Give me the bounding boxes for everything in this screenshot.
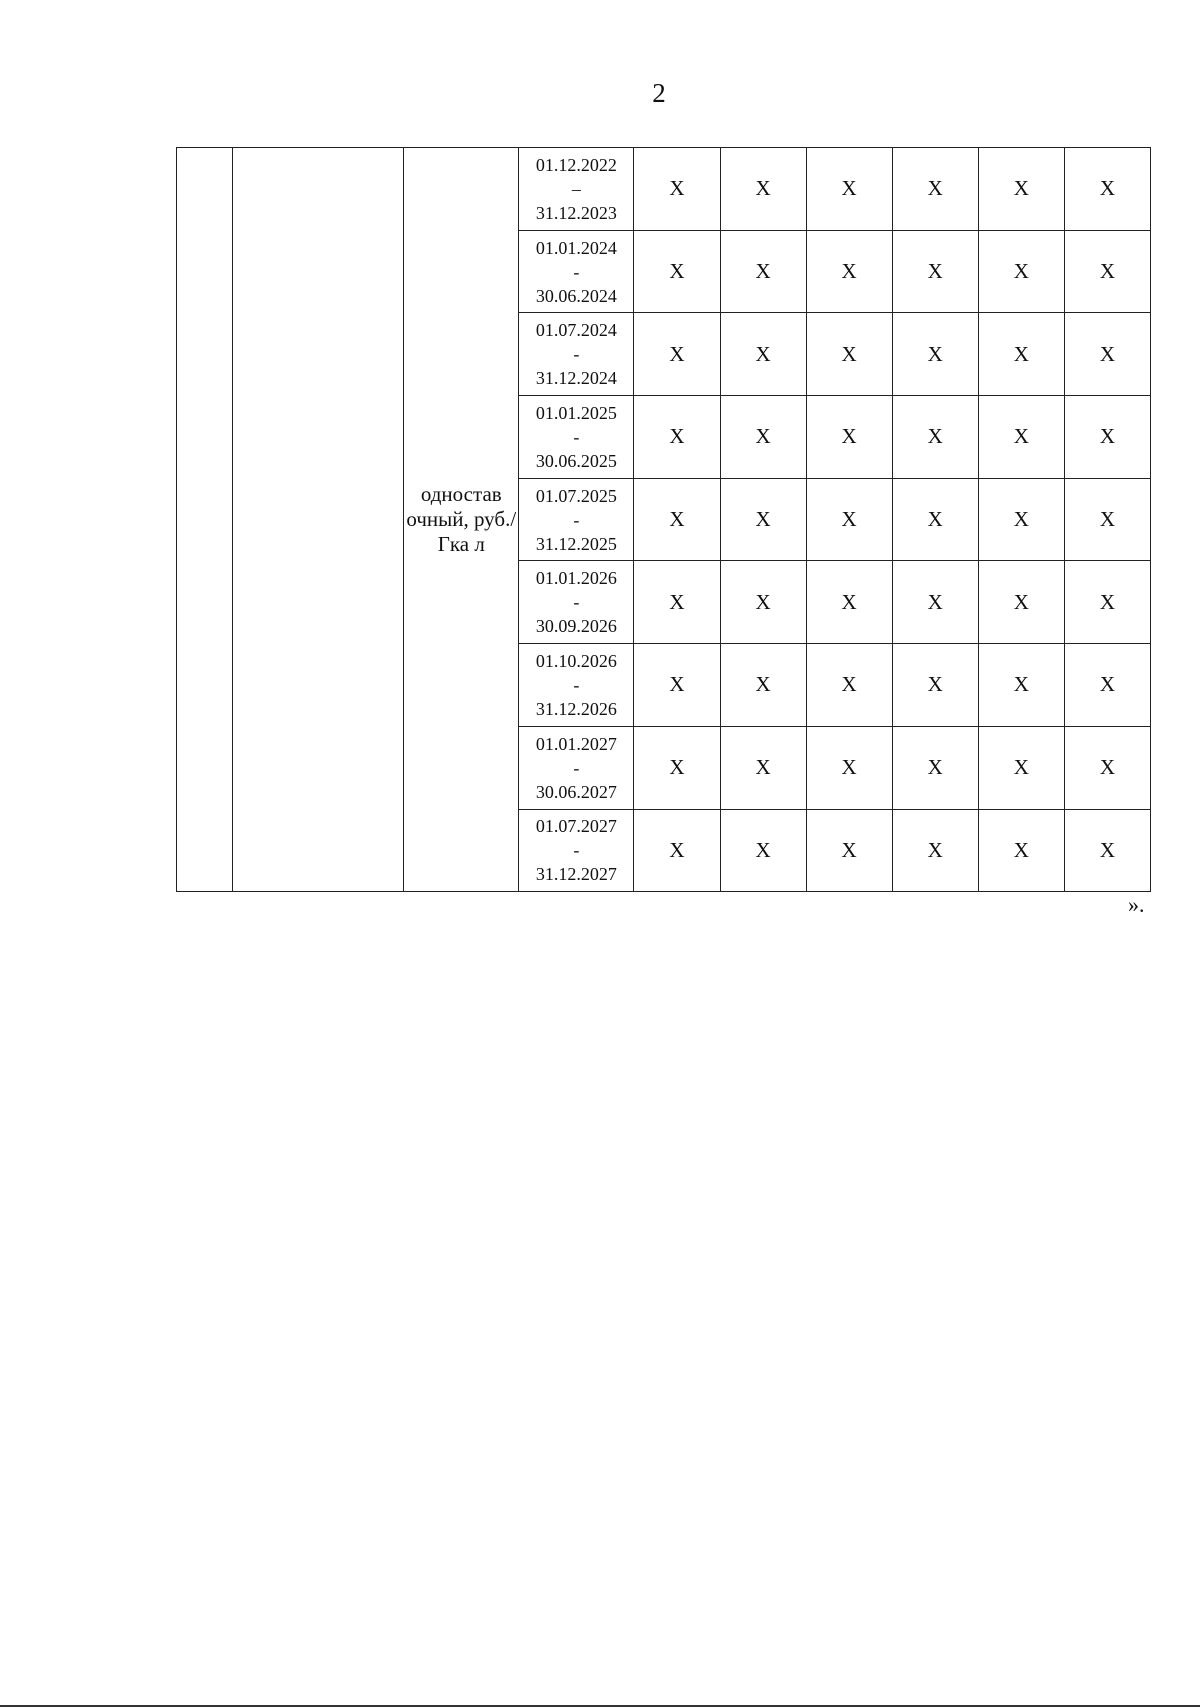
value-cell: Х [1064, 313, 1150, 396]
tariff-table [176, 147, 1151, 892]
value-cell: Х [978, 313, 1064, 396]
value-cell: Х [720, 313, 806, 396]
value-cell: Х [1064, 809, 1150, 892]
period-end: 31.12.2025 [535, 533, 617, 554]
number-cell [177, 148, 233, 892]
period-cell [519, 478, 634, 561]
closing-quote-mark: ». [1128, 892, 1145, 917]
value-cell: Х [806, 148, 892, 231]
value-cell: Х [1064, 726, 1150, 809]
value-cell: Х [892, 478, 978, 561]
value-cell: Х [892, 148, 978, 231]
value-cell: Х [978, 478, 1064, 561]
period-sep: - [573, 757, 580, 778]
value-cell: Х [806, 726, 892, 809]
value-cell: Х [720, 478, 806, 561]
value-cell: Х [720, 148, 806, 231]
period-start: 01.01.2026 [535, 568, 617, 589]
value-cell: Х [806, 396, 892, 479]
table-body [177, 148, 1151, 892]
period-sep: – [571, 178, 581, 199]
value-cell: Х [892, 313, 978, 396]
value-cell: Х [892, 644, 978, 727]
period-end: 30.06.2024 [535, 285, 617, 306]
period-end: 31.12.2024 [535, 368, 617, 389]
period-sep: - [573, 426, 580, 447]
period-sep: - [573, 509, 580, 530]
period-start: 01.01.2024 [535, 237, 617, 258]
period-cell [519, 726, 634, 809]
period-cell [519, 313, 634, 396]
value-cell: Х [1064, 644, 1150, 727]
value-cell: Х [720, 644, 806, 727]
value-cell: Х [634, 148, 720, 231]
value-cell: Х [978, 396, 1064, 479]
period-start: 01.01.2025 [535, 402, 617, 423]
value-cell: Х [806, 809, 892, 892]
value-cell: Х [720, 230, 806, 313]
value-cell: Х [892, 726, 978, 809]
value-cell: Х [978, 230, 1064, 313]
period-cell [519, 230, 634, 313]
value-cell: Х [634, 313, 720, 396]
value-cell: Х [978, 644, 1064, 727]
period-start: 01.07.2027 [535, 816, 617, 837]
period-cell [519, 644, 634, 727]
period-end: 30.09.2026 [535, 616, 617, 637]
value-cell: Х [720, 809, 806, 892]
value-cell: Х [634, 396, 720, 479]
value-cell: Х [978, 561, 1064, 644]
period-sep: - [573, 674, 580, 695]
value-cell: Х [720, 726, 806, 809]
value-cell: Х [892, 809, 978, 892]
period-end: 31.12.2027 [535, 864, 617, 885]
value-cell: Х [634, 726, 720, 809]
value-cell: Х [720, 561, 806, 644]
table-row [177, 148, 1151, 231]
period-start: 01.12.2022 [535, 154, 617, 175]
value-cell: Х [634, 230, 720, 313]
value-cell: Х [634, 478, 720, 561]
value-cell: Х [978, 809, 1064, 892]
value-cell: Х [892, 561, 978, 644]
value-cell: Х [634, 561, 720, 644]
value-cell: Х [806, 478, 892, 561]
period-start: 01.07.2024 [535, 320, 617, 341]
value-cell: Х [1064, 230, 1150, 313]
value-cell: Х [806, 313, 892, 396]
period-end: 31.12.2023 [535, 202, 617, 223]
period-start: 01.01.2027 [535, 733, 617, 754]
value-cell: Х [892, 396, 978, 479]
value-cell: Х [806, 230, 892, 313]
value-cell: Х [1064, 478, 1150, 561]
period-sep: - [573, 261, 580, 282]
tariff-unit-cell: одностав очный, руб./Гка л [404, 148, 519, 892]
period-sep: - [573, 592, 580, 613]
period-end: 30.06.2025 [535, 450, 617, 471]
period-start: 01.10.2026 [535, 650, 617, 671]
period-cell [519, 809, 634, 892]
period-cell [519, 396, 634, 479]
value-cell: Х [1064, 396, 1150, 479]
value-cell: Х [892, 230, 978, 313]
value-cell: Х [806, 561, 892, 644]
period-sep: - [573, 840, 580, 861]
value-cell: Х [978, 148, 1064, 231]
page-number: 2 [652, 78, 666, 108]
value-cell: Х [978, 726, 1064, 809]
value-cell: Х [634, 644, 720, 727]
period-sep: - [573, 344, 580, 365]
value-cell: Х [634, 809, 720, 892]
organization-cell [233, 148, 404, 892]
value-cell: Х [1064, 561, 1150, 644]
value-cell: Х [720, 396, 806, 479]
value-cell: Х [1064, 148, 1150, 231]
period-cell [519, 148, 634, 231]
value-cell: Х [806, 644, 892, 727]
page-bottom-rule [0, 1705, 1200, 1707]
period-end: 30.06.2027 [535, 781, 617, 802]
period-cell [519, 561, 634, 644]
period-end: 31.12.2026 [535, 698, 617, 719]
period-start: 01.07.2025 [535, 485, 617, 506]
